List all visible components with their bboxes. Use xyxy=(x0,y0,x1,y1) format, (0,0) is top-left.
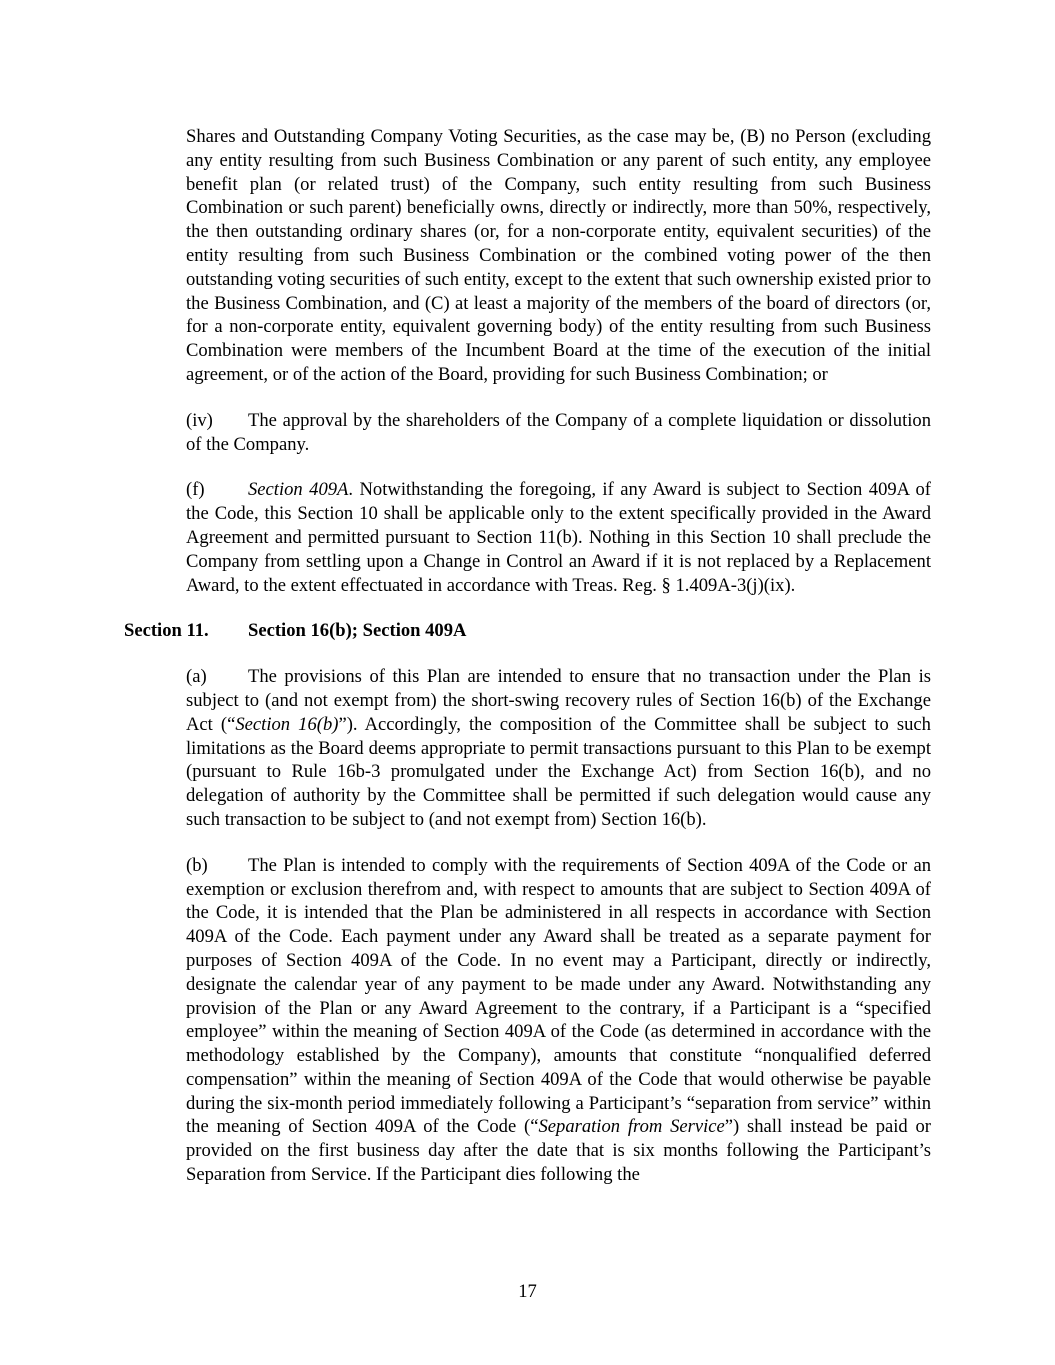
section-title: Section 16(b); Section 409A xyxy=(248,620,467,642)
paragraph-text xyxy=(124,478,931,597)
paragraph-body: . Notwithstanding the foregoing, if any Award is subject to Section 409A of the Code, this Section 10 shall be applicable only to the extent specifically provided in the Award Agreement and permitted pursuant to Section 11(b). Nothing in this Section 10 shall preclude the Company from settling upon a Change in Control an Award if it is not replaced by a Replacement Award, to the extent effectuated in accordance with Treas. Reg. § 1.409A-3(j)(ix). xyxy=(186,479,931,596)
paragraph-11b xyxy=(124,854,931,1187)
paragraph-number: (b) xyxy=(186,854,208,876)
paragraph-11a xyxy=(124,665,931,832)
section-number: Section 11. xyxy=(124,620,209,642)
paragraph-body-start: The provisions of this Plan are intended to ensure that no transaction under the Plan is subject to (and not exempt from) the short-swing recovery rules of Section 16(b) of the Exchange Act (“ xyxy=(186,666,931,735)
heading-text xyxy=(124,619,931,643)
paragraph-number: (f) xyxy=(186,479,205,501)
paragraph-text: Shares and Outstanding Company Voting Securities, as the case may be, (B) no Person (excluding any entity resulting from such Business Combination or any parent of such entity, any employee benefit plan (or related trust) of the Company, such entity resulting from such Business Combination or such parent) beneficially owns, directly or indirectly, more than 50%, respectively, the then outstanding ordinary shares (or, for a non-corporate entity, equivalent securities) of the entity resulting from such Business Combination or the combined voting power of the then outstanding voting securities of such entity, except to the extent that such ownership existed prior to the Business Combination, and (C) at least a majority of the members of the board of directors (or, for a non-corporate entity, equivalent governing body) of the entity resulting from such Business Combination were members of the Incumbent Board at the time of the execution of the initial agreement, or of the action of the Board, providing for such Business Combination; or xyxy=(186,126,931,385)
section-11-heading xyxy=(124,619,931,643)
paragraph-iv xyxy=(186,409,931,457)
paragraph-body: The approval by the shareholders of the Company of a complete liquidation or dissolution of the Company. xyxy=(186,409,931,455)
paragraph-f xyxy=(124,478,931,597)
defined-term: Separation from Service xyxy=(538,1116,725,1138)
page-body xyxy=(124,125,931,1187)
paragraph-body-end: ”) shall instead be paid or provided on the first business day after the date that is six months following the Participant’s Separation from Service. If the Participant dies following the xyxy=(186,1116,931,1186)
paragraph-text xyxy=(124,665,931,832)
paragraph-text xyxy=(186,409,931,457)
paragraph-title: Section 409A xyxy=(248,479,349,501)
paragraph-e3-continuation xyxy=(186,125,931,387)
paragraph-number: (a) xyxy=(186,666,207,688)
paragraph-number: (iv) xyxy=(186,409,213,431)
paragraph-body-start: The Plan is intended to comply with the requirements of Section 409A of the Code or an exemption or exclusion therefrom and, with respect to amounts that are subject to Section 409A of the Code, it is intended that the Plan be administered in all respects in accordance with Section 409A of the Code. Each payment under any Award shall be treated as a separate payment for purposes of Section 409A of the Code. In no event may a Participant, directly or indirectly, designate the calendar year of any payment to be made under any Award. Notwithstanding any provision of the Plan or any Award Agreement to the contrary, if a Participant is a “specified employee” within the meaning of Section 409A of the Code (as determined in accordance with the methodology established by the Company), amounts that constitute “nonqualified deferred compensation” within the meaning of Section 409A of the Code that would otherwise be payable during the six-month period immediately following a Participant’s “separation from service” within the meaning of Section 409A of the Code (“ xyxy=(186,854,931,1138)
page-number: 17 xyxy=(518,1281,537,1302)
paragraph-text xyxy=(124,854,931,1187)
defined-term: Section 16(b) xyxy=(235,713,339,735)
paragraph-body-end: ”). Accordingly, the composition of the Committee shall be subject to such limitations as the Board deems appropriate to permit transactions pursuant to this Plan to be exempt (pursuant to Rule 16b-3 promulgated under the Exchange Act) from Section 16(b), and no delegation of authority by the Committee shall be permitted if such delegation would cause any such transaction to be subject to (and not exempt from) Section 16(b). xyxy=(186,713,931,830)
